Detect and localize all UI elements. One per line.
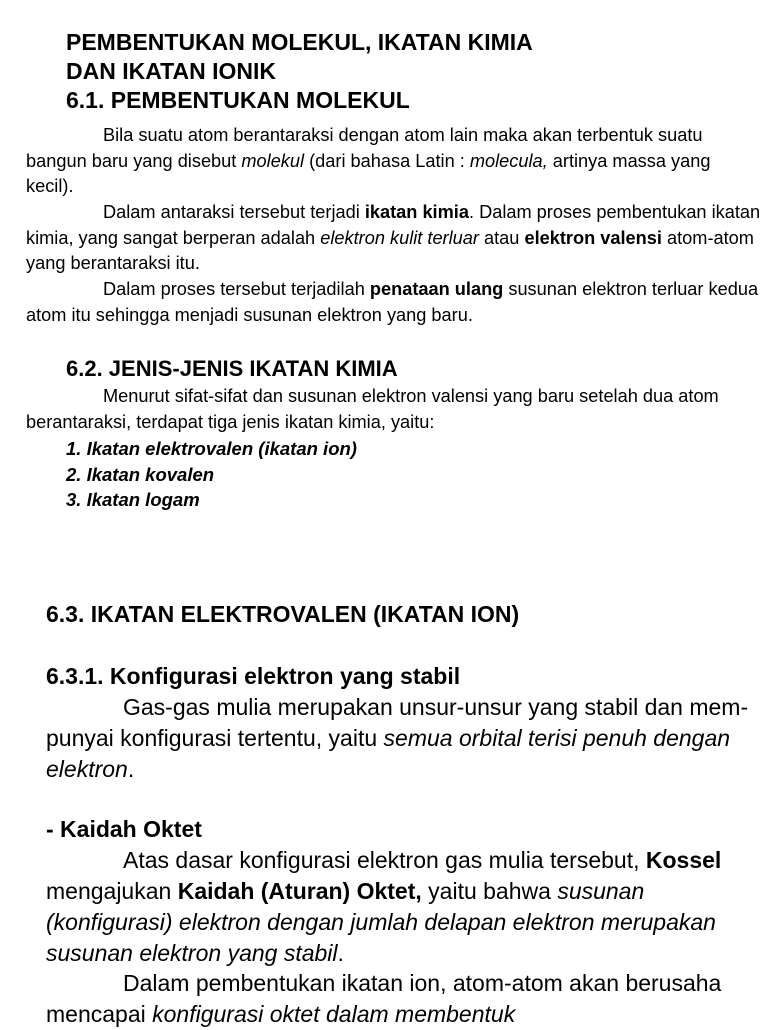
section-6-3-1-heading: 6.3.1. Konfigurasi elektron yang stabil: [46, 663, 461, 689]
list-item: 1. Ikatan elektrovalen (ikatan ion): [66, 438, 357, 459]
list-item: 3. Ikatan logam: [66, 489, 200, 511]
list-item: 2. Ikatan kovalen: [66, 463, 215, 485]
kaidah-oktet-heading: - Kaidah Oktet: [46, 816, 202, 842]
paragraph-6-2: Menurut sifat-sifat dan susunan elektron valensi yang baru setelah dua atom berantaraksi, terdapat tiga jenis ikatan kimia, yaitu:: [26, 386, 719, 432]
paragraph-6-1-b: Dalam antaraksi tersebut terjadi ikatan kimia. Dalam proses pembentukan ikatan kimia, yang sangat berperan adalah elektron kulit terluar atau elektron valensi atom-atom yang berantaraksi itu.: [26, 202, 761, 274]
document-title: [66, 28, 756, 115]
paragraph-6-3-1: Gas-gas mulia merupakan unsur-unsur yang stabil dan mem-punyai konfigurasi tertentu, yaitu semua orbital terisi penuh dengan elektron.: [46, 694, 749, 782]
title-line-1: PEMBENTUKAN MOLEKUL, IKATAN KIMIA: [66, 29, 533, 55]
bond-types-list: [66, 436, 357, 513]
section-6-2-heading: 6.2. JENIS-JENIS IKATAN KIMIA: [66, 356, 398, 381]
section-6-1-heading: 6.1. PEMBENTUKAN MOLEKUL: [66, 87, 410, 113]
paragraph-kaidah-oktet: Atas dasar konfigurasi elektron gas mulia tersebut, Kossel mengajukan Kaidah (Aturan) Oktet, yaitu bahwa susunan (konfigurasi) elektron dengan jumlah delapan elektron merupakan susunan elektron yang stabil.: [46, 847, 722, 966]
paragraph-6-1-a: Bila suatu atom berantaraksi dengan atom lain maka akan terbentuk suatu bangun baru yang disebut molekul (dari bahasa Latin : molecula, artinya massa yang kecil).: [26, 125, 711, 197]
paragraph-ikatan-ion: Dalam pembentukan ikatan ion, atom-atom akan berusaha mencapai konfigurasi oktet dalam membentuk: [46, 970, 722, 1027]
section-6-3-heading: 6.3. IKATAN ELEKTROVALEN (IKATAN ION): [46, 601, 520, 627]
paragraph-6-1-c: Dalam proses tersebut terjadilah penataan ulang susunan elektron terluar kedua atom itu sehingga menjadi susunan elektron yang baru.: [26, 279, 759, 325]
title-line-2: DAN IKATAN IONIK: [66, 58, 276, 84]
